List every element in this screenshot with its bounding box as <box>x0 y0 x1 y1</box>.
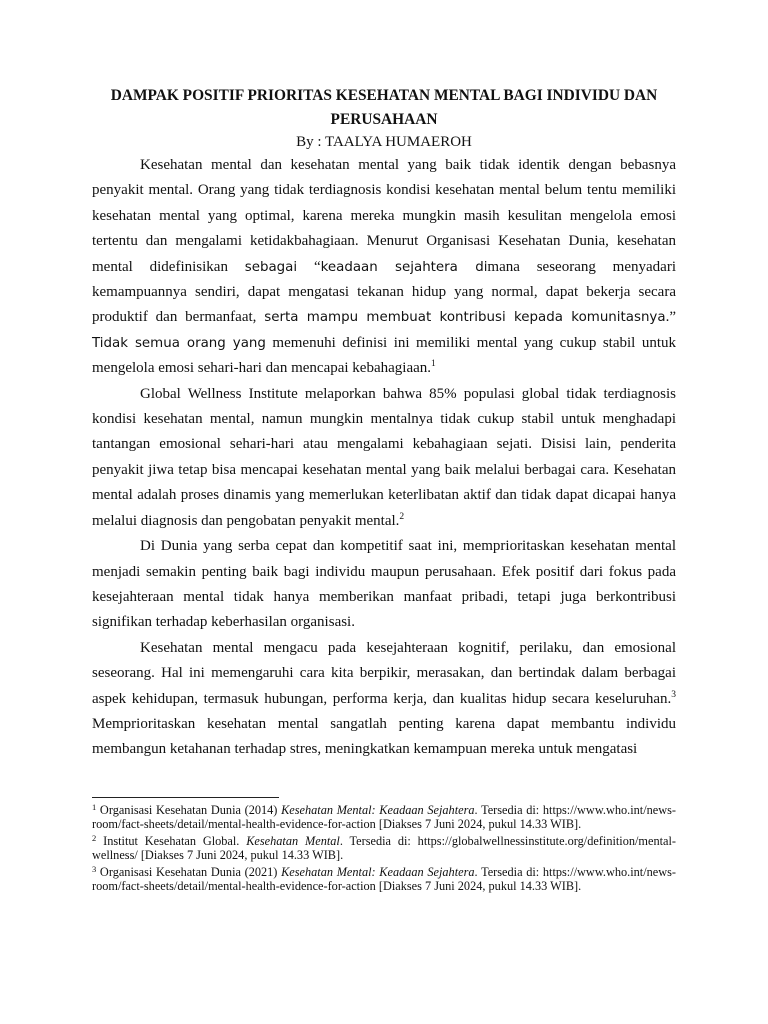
footnote-number: 3 <box>92 863 97 874</box>
paragraph-2 <box>92 382 676 534</box>
paragraph-1-text-f: Tidak semua orang yang <box>92 335 266 351</box>
footnote-2 <box>92 834 676 863</box>
footnote-ref-3[interactable]: 3 <box>671 689 676 700</box>
footnotes <box>92 803 676 895</box>
footnote-ref-1[interactable]: 1 <box>431 359 436 370</box>
paragraph-1-text-c: keadaan sejahtera di <box>320 259 488 275</box>
paragraph-1-quote-close: .” <box>665 309 676 326</box>
paragraph-1-text-g: memenuhi definisi ini memiliki mental yang cukup stabil untuk mengelola emosi sehari-hari dan mencapai kebahagiaan. <box>92 334 676 377</box>
paragraph-3 <box>92 534 676 636</box>
document-title: DAMPAK POSITIF PRIORITAS KESEHATAN MENTAL BAGI INDIVIDU DAN PERUSAHAAN <box>110 87 658 128</box>
document-body <box>92 153 676 763</box>
footnote-1 <box>92 803 676 832</box>
footnote-source: . Tersedia di: https://www.who.int/news-room/fact-sheets/detail/mental-health-evidence-for-action [Diakses 7 Juni 2024, pukul 14.33 WIB]. <box>92 864 676 894</box>
paragraph-1-text-d: mana seseorang menyadari kemampuannya sendiri, dapat mengatasi tekanan hidup yang normal, dapat bekerja secara produktif dan bermanfaat, <box>92 258 676 326</box>
paragraph-4-text: Kesehatan mental mengacu pada kesejahteraan kognitif, perilaku, dan emosional seseorang. Hal ini memengaruhi cara kita berpikir, merasakan, dan bertindak dalam berbagai aspek kehidupan, termasuk hubungan, performa kerja, dan kualitas hidup secara keseluruhan. <box>92 639 676 707</box>
footnote-title: Kesehatan Mental: Keadaan Sejahtera <box>281 803 475 817</box>
paragraph-3-text: Di Dunia yang serba cepat dan kompetitif saat ini, memprioritaskan kesehatan mental menjadi semakin penting baik bagi individu maupun perusahaan. Efek positif dari fokus pada kesejahteraan mental tidak hanya memberikan manfaat pribadi, tetapi juga berkontribusi signifikan terhadap keberhasilan organisasi. <box>92 538 676 631</box>
paragraph-1-text-b: sebagai <box>244 259 298 275</box>
footnote-title: Kesehatan Mental: Keadaan Sejahtera <box>281 864 475 879</box>
paragraph-1 <box>92 153 676 382</box>
paragraph-1-text-a: Kesehatan mental dan kesehatan mental yang baik tidak identik dengan bebasnya penyakit mental. Orang yang tidak terdiagnosis kondisi kesehatan mental belum tentu memiliki kesehatan mental yang optimal, karena mereka mungkin masih kesulitan mengelola emosi tertentu dan mengalami ketidakbahagiaan. Menurut Organisasi Kesehatan Dunia, kesehatan mental didefinisikan <box>92 157 676 275</box>
footnote-source: . Tersedia di: https://globalwellnessinstitute.org/definition/mental-wellness/ [Diakses 7 Juni 2024, pukul 14.33 WIB]. <box>92 833 676 863</box>
footnote-text: Organisasi Kesehatan Dunia (2014) <box>96 803 282 817</box>
footnote-separator <box>92 797 279 798</box>
paragraph-2-text: Global Wellness Institute melaporkan bahwa 85% populasi global tidak terdiagnosis kondisi kesehatan mental, namun mungkin mentalnya tidak cukup stabil untuk menghadapi tantangan emosional sehari-hari atau mengalami kebahagiaan sejati. Disisi lain, penderita penyakit jiwa tetap bisa mencapai kesehatan mental yang baik melalui berbagai cara. Kesehatan mental adalah proses dinamis yang memerlukan keterlibatan aktif dan tidak dapat dicapai hanya melalui diagnosis dan pengobatan penyakit mental. <box>92 385 676 529</box>
footnote-number: 2 <box>92 832 97 843</box>
footnote-number: 1 <box>92 802 97 812</box>
footnote-text: Institut Kesehatan Global. <box>96 833 247 848</box>
footnote-3 <box>92 865 676 894</box>
footnote-source: . Tersedia di: https://www.who.int/news-room/fact-sheets/detail/mental-health-evidence-for-action [Diakses 7 Juni 2024, pukul 14.33 WIB]. <box>92 803 676 832</box>
paragraph-4-text-continued: Memprioritaskan kesehatan mental sangatlah penting karena dapat membantu individu membangun ketahanan terhadap stres, meningkatkan kemampuan mereka untuk mengatasi <box>92 715 676 758</box>
author-byline: By : TAALYA HUMAEROH <box>296 134 472 150</box>
paragraph-1-quote-open: “ <box>297 258 321 275</box>
footnote-title: Kesehatan Mental <box>246 833 340 848</box>
footnote-text: Organisasi Kesehatan Dunia (2021) <box>96 864 282 879</box>
paragraph-1-text-e: serta mampu membuat kontribusi kepada komunitasnya <box>264 310 666 326</box>
paragraph-4 <box>92 636 676 763</box>
footnote-ref-2[interactable]: 2 <box>399 511 405 522</box>
